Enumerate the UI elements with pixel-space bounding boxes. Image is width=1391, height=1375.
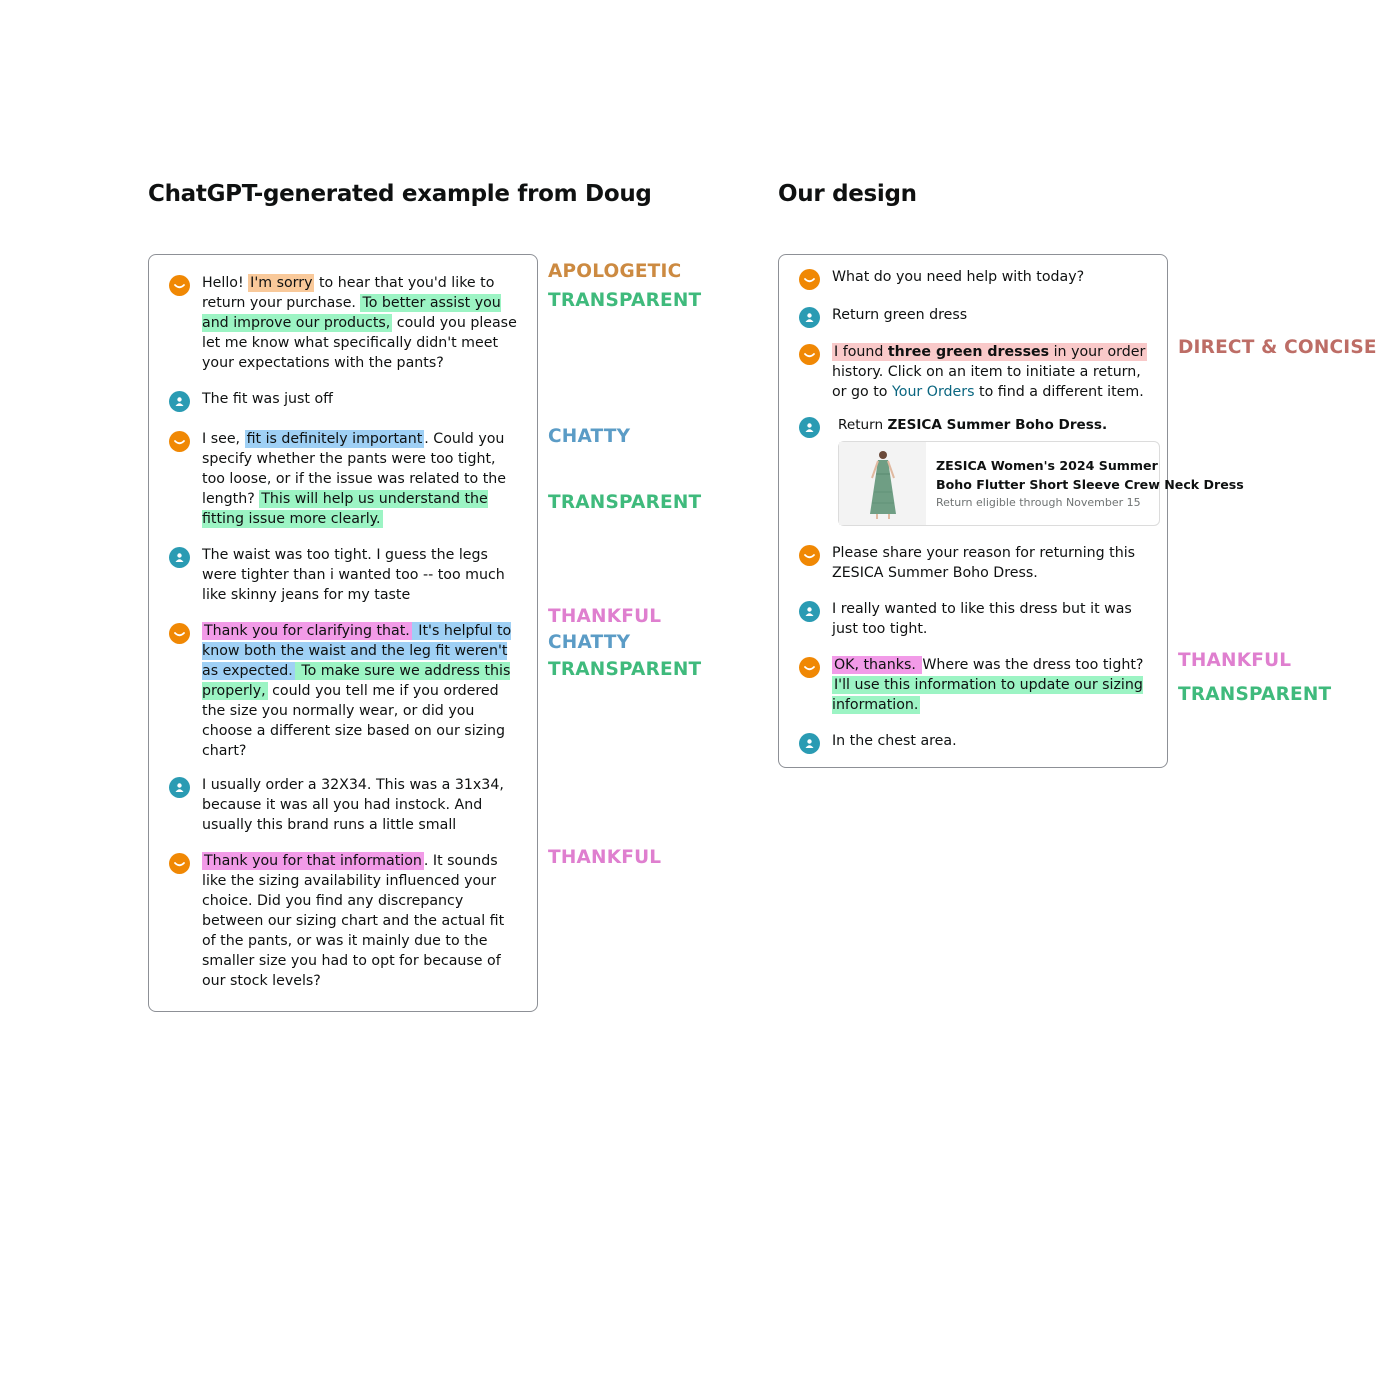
- your-orders-link[interactable]: Your Orders: [891, 384, 975, 400]
- highlight-transparent: To make sure we address this properly,: [202, 663, 511, 699]
- right-heading: Our design: [778, 181, 917, 207]
- bot-avatar-icon: [799, 269, 820, 290]
- bot-avatar-icon: [799, 657, 820, 678]
- tag-chatty: CHATTY: [548, 426, 631, 447]
- product-card[interactable]: [838, 441, 1244, 526]
- bot-avatar-icon: [169, 431, 190, 452]
- message-text: Return ZESICA Summer Boho Dress.: [838, 417, 1108, 433]
- highlight-chatty: fit is definitely important: [246, 431, 423, 447]
- highlight-thankful: Thank you for that information: [204, 853, 422, 869]
- bot-avatar-icon: [169, 623, 190, 644]
- tag-transparent: TRANSPARENT: [548, 290, 702, 311]
- message-text: In the chest area.: [832, 733, 957, 749]
- bot-avatar-icon: [799, 344, 820, 365]
- message-text: Thank you for that information . It sounds like the sizing availability influenced your choice. Did you find any discrepancy between our sizing chart and the actual fit of the pants, or was it mainly due to the smaller size you had to opt for because of our stock levels?: [202, 853, 505, 989]
- product-image: [839, 442, 926, 525]
- highlight-thankful: Thank you for clarifying that.: [204, 623, 410, 639]
- product-return-eligibility: Return eligible through November 15: [936, 496, 1141, 509]
- user-avatar-icon: [799, 307, 820, 328]
- tag-direct-concise: DIRECT & CONCISE: [1178, 337, 1377, 358]
- user-avatar-icon: [799, 733, 820, 754]
- message-text: The fit was just off: [202, 391, 333, 407]
- highlight-transparent: This will help us understand the fitting issue more clearly.: [202, 491, 488, 527]
- highlight-apologetic: I'm sorry: [250, 275, 313, 291]
- bot-avatar-icon: [169, 275, 190, 296]
- message-text: I see, fit is definitely important . Could you specify whether the pants were too tight, too loose, or if the issue was related to the length? This will help us understand the fitting issue more clearly.: [202, 431, 507, 527]
- user-avatar-icon: [799, 601, 820, 622]
- message-text: What do you need help with today?: [832, 269, 1085, 285]
- message-text: Return green dress: [832, 307, 968, 323]
- tag-chatty: CHATTY: [548, 632, 631, 653]
- bot-avatar-icon: [799, 545, 820, 566]
- highlight-thankful: OK, thanks.: [834, 657, 921, 673]
- tag-apologetic: APOLOGETIC: [548, 261, 682, 282]
- tag-thankful: THANKFUL: [548, 606, 662, 627]
- message-text: I found three green dresses in your order history. Click on an item to initiate a return, or go to Your Orders to find a different item.: [832, 344, 1146, 400]
- user-avatar-icon: [799, 417, 820, 438]
- message-text: Hello! I'm sorry to hear that you'd like to return your purchase. To better assist you and improve our products, could you please let me know what specifically didn't meet your expectations with the pants?: [202, 275, 517, 371]
- left-heading: ChatGPT-generated example from Doug: [148, 181, 652, 207]
- user-avatar-icon: [169, 777, 190, 798]
- highlight-chatty: It's helpful to know both the waist and the leg fit weren't as expected.: [202, 623, 512, 679]
- user-avatar-icon: [169, 391, 190, 412]
- message-text: I really wanted to like this dress but it was just too tight.: [832, 601, 1132, 637]
- highlight-direct-concise: I found three green dresses in your order: [834, 344, 1146, 360]
- tag-transparent: TRANSPARENT: [1178, 684, 1332, 705]
- tag-thankful: THANKFUL: [548, 847, 662, 868]
- tag-transparent: TRANSPARENT: [548, 492, 702, 513]
- message-text: OK, thanks. Where was the dress too tight? I'll use this information to update our sizing information.: [832, 657, 1144, 713]
- user-avatar-icon: [169, 547, 190, 568]
- tag-transparent: TRANSPARENT: [548, 659, 702, 680]
- highlight-transparent: I'll use this information to update our sizing information.: [832, 677, 1143, 713]
- message-text: The waist was too tight. I guess the legs were tighter than i wanted too -- too much like skinny jeans for my taste: [202, 547, 505, 603]
- message-text: I usually order a 32X34. This was a 31x34, because it was all you had instock. And usually this brand runs a little small: [202, 777, 504, 833]
- message-text: Please share your reason for returning this ZESICA Summer Boho Dress.: [832, 545, 1136, 581]
- tag-thankful: THANKFUL: [1178, 650, 1292, 671]
- highlight-transparent: To better assist you and improve our products,: [202, 295, 501, 331]
- chatgpt-example-panel: [148, 254, 538, 1012]
- bot-avatar-icon: [169, 853, 190, 874]
- message-text: Thank you for clarifying that. It's helpful to know both the waist and the leg fit weren't as expected. To make sure we address this properly, could you tell me if you ordered the size you normally wear, or did you choose a different size based on our sizing chart?: [202, 623, 512, 759]
- product-title: ZESICA Women's 2024 Summer Boho Flutter Short Sleeve Crew Neck Dress: [936, 458, 1244, 492]
